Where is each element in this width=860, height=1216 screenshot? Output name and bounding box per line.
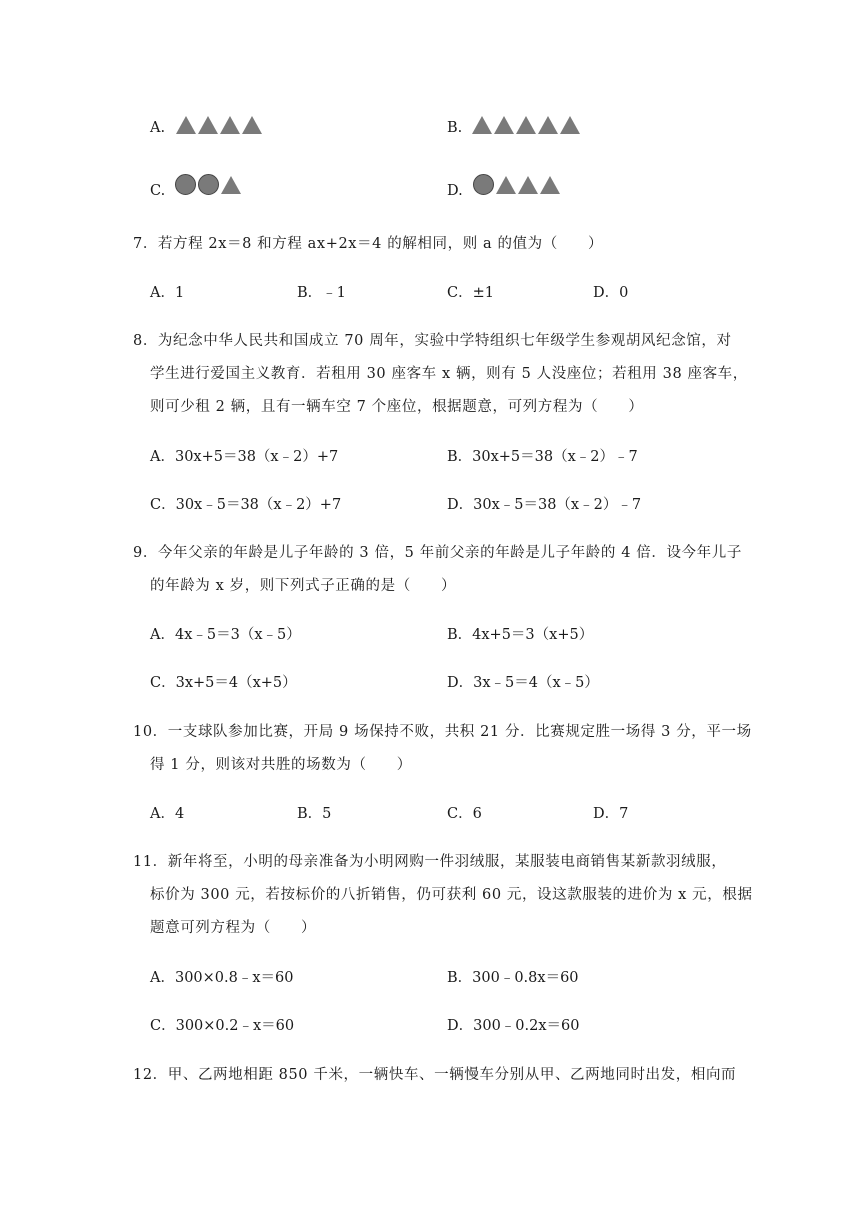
q10-stem-line-1: 10．一支球队参加比赛，开局 9 场保持不败，共积 21 分．比赛规定胜一场得 3 分，平一场 [133,724,752,740]
q7-option-c: C．±1 [447,285,494,301]
q9-option-c: C．3x+5＝4（x+5） [150,675,297,691]
q6-option-a-label: A. [150,120,166,136]
circle-icon [473,174,494,195]
q8-stem-line-3: 则可少租 2 辆，且有一辆车空 7 个座位，根据题意，可列方程为（ ） [150,399,644,415]
circle-icon [198,174,219,195]
q6-option-c-label: C. [150,183,166,199]
q8-option-d: D．30x﹣5＝38（x﹣2）﹣7 [447,497,642,513]
q7-option-a: A．1 [150,285,185,301]
triangle-icon [538,116,558,134]
q6-option-d-label: D. [447,183,463,199]
q10-option-d: D．7 [593,806,629,822]
triangle-icon [220,116,240,134]
triangle-icon [494,116,514,134]
q9-stem-line-2: 的年龄为 x 岁，则下列式子正确的是（ ） [150,578,457,594]
triangle-icon [516,116,536,134]
q6-option-a-shapes [176,116,262,134]
q11-stem-line-3: 题意可列方程为（ ） [150,920,317,936]
q9-option-b: B．4x+5＝3（x+5） [447,627,594,643]
triangle-icon [560,116,580,134]
q11-option-d: D．300﹣0.2x＝60 [447,1018,580,1034]
q8-stem-line-1: 8．为纪念中华人民共和国成立 70 周年，实验中学特组织七年级学生参观胡风纪念馆，对 [133,333,732,349]
q7-stem: 7．若方程 2x＝8 和方程 ax+2x＝4 的解相同，则 a 的值为（ ） [133,236,604,252]
q6-option-b-label: B. [447,120,463,136]
q9-option-a: A．4x﹣5＝3（x﹣5） [150,627,301,643]
q6-option-c-shapes [175,174,241,195]
q9-option-d: D．3x﹣5＝4（x﹣5） [447,675,599,691]
q11-stem-line-2: 标价为 300 元，若按标价的八折销售，仍可获利 60 元，设这款服装的进价为 x 元，根据 [150,887,753,903]
triangle-icon [221,176,241,194]
q10-option-a: A．4 [150,806,185,822]
triangle-icon [540,176,560,194]
q7-option-d: D．0 [593,285,629,301]
q10-stem-line-2: 得 1 分，则该对共胜的场数为（ ） [150,757,412,773]
q6-option-d-shapes [473,174,560,195]
q10-option-b: B．5 [297,806,332,822]
triangle-icon [242,116,262,134]
q8-option-c: C．30x﹣5＝38（x﹣2）+7 [150,497,342,513]
triangle-icon [518,176,538,194]
q11-stem-line-1: 11．新年将至，小明的母亲准备为小明网购一件羽绒服，某服装电商销售某新款羽绒服， [133,854,727,870]
q9-stem-line-1: 9．今年父亲的年龄是儿子年龄的 3 倍，5 年前父亲的年龄是儿子年龄的 4 倍．设今年儿子 [133,545,742,561]
triangle-icon [198,116,218,134]
q6-option-b-shapes [472,116,580,134]
triangle-icon [176,116,196,134]
q8-stem-line-2: 学生进行爱国主义教育．若租用 30 座客车 x 辆，则有 5 人没座位；若租用 38 座客车， [150,366,748,382]
q10-option-c: C．6 [447,806,482,822]
triangle-icon [496,176,516,194]
q8-option-a: A．30x+5＝38（x﹣2）+7 [150,449,339,465]
q12-stem-line-1: 12．甲、乙两地相距 850 千米，一辆快车、一辆慢车分别从甲、乙两地同时出发，相向而 [133,1067,737,1083]
circle-icon [175,174,196,195]
triangle-icon [472,116,492,134]
q11-option-a: A．300×0.8﹣x＝60 [150,970,294,986]
q11-option-b: B．300﹣0.8x＝60 [447,970,579,986]
q11-option-c: C．300×0.2﹣x＝60 [150,1018,295,1034]
q8-option-b: B．30x+5＝38（x﹣2）﹣7 [447,449,638,465]
q7-option-b: B．﹣1 [297,285,346,301]
